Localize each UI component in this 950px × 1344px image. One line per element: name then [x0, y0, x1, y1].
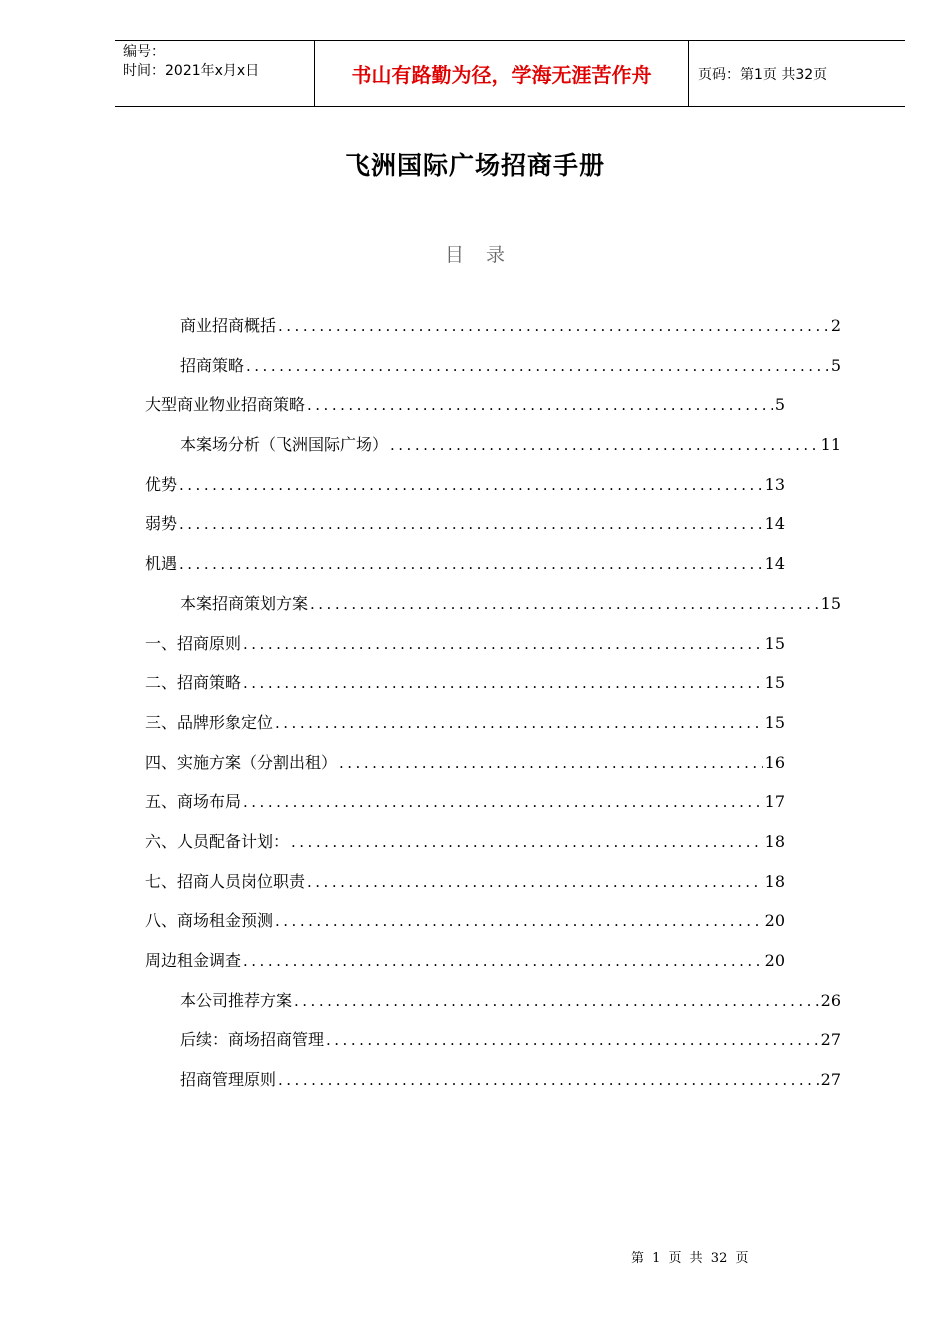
toc-entry[interactable]: [145, 1027, 841, 1067]
toc-entry-label: 机遇: [145, 554, 178, 574]
page-header: [115, 40, 905, 107]
toc-entry[interactable]: [145, 511, 785, 551]
toc-leader-dots: [291, 833, 763, 851]
toc-entry-label: 商业招商概括: [180, 316, 277, 335]
toc-leader-dots: [307, 396, 773, 414]
toc-entry-page: 15: [764, 673, 785, 693]
header-meta: [115, 41, 315, 106]
toc-entry-label: 三、品牌形象定位: [145, 712, 274, 732]
toc-entry[interactable]: [145, 710, 785, 750]
toc-leader-dots: [179, 515, 763, 533]
toc-entry-page: 15: [764, 633, 785, 653]
toc-leader-dots: [243, 793, 763, 811]
toc-entry-label: 五、商场布局: [145, 792, 242, 812]
toc-entry-page: 15: [820, 593, 841, 613]
toc-entry[interactable]: [145, 313, 841, 353]
toc-entry[interactable]: [145, 750, 785, 790]
toc-leader-dots: [243, 635, 763, 653]
toc-leader-dots: [390, 436, 819, 454]
toc-entry-label: 四、实施方案（分割出租）: [145, 752, 338, 772]
toc-leader-dots: [310, 595, 819, 613]
toc-entry-page: 16: [764, 752, 785, 772]
toc-entry-page: 14: [764, 554, 785, 574]
toc-leader-dots: [243, 674, 763, 692]
toc-entry-page: 18: [764, 831, 785, 851]
toc-entry-page: 2: [830, 316, 841, 335]
toc-entry[interactable]: [145, 908, 785, 948]
toc-leader-dots: [278, 317, 829, 335]
toc-entry-label: 本案招商策划方案: [180, 593, 309, 613]
toc-entry-label: 六、人员配备计划：: [145, 831, 290, 851]
toc-entry-label: 七、招商人员岗位职责: [145, 871, 306, 891]
toc-entry-label: 优势: [145, 474, 178, 494]
toc-entry-page: 27: [820, 1070, 841, 1090]
toc-entry-label: 二、招商策略: [145, 673, 242, 693]
document-title: 飞洲国际广场招商手册: [344, 151, 605, 180]
toc-leader-dots: [179, 555, 763, 573]
header-page-info: 页码：第1页 共32页: [698, 66, 828, 83]
toc-entry-page: 11: [820, 435, 841, 455]
toc-entry-page: 20: [764, 911, 785, 931]
toc-entry[interactable]: [145, 869, 785, 909]
toc-entry[interactable]: [145, 829, 785, 869]
toc-entry-label: 后续：商场招商管理: [180, 1030, 325, 1050]
toc-entry-page: 13: [764, 474, 785, 494]
toc-entry-label: 招商管理原则: [180, 1070, 277, 1090]
toc-entry[interactable]: [145, 670, 785, 710]
toc-entry[interactable]: [145, 988, 841, 1028]
toc-entry-page: 27: [820, 1030, 841, 1050]
toc-entry-label: 本公司推荐方案: [180, 990, 293, 1010]
toc-entry-label: 弱势: [145, 514, 178, 534]
toc-entry[interactable]: [145, 472, 785, 512]
toc-entry[interactable]: [145, 353, 841, 393]
toc-leader-dots: [278, 1071, 819, 1089]
toc-entry[interactable]: [145, 392, 785, 432]
toc-leader-dots: [339, 754, 763, 772]
toc-entry-page: 5: [830, 355, 841, 375]
toc-entry-page: 18: [764, 871, 785, 891]
toc-entry[interactable]: [145, 591, 841, 631]
toc-entry[interactable]: [145, 1067, 841, 1107]
toc-entry-page: 20: [764, 951, 785, 970]
toc-entry-page: 5: [774, 395, 785, 415]
toc-entry[interactable]: [145, 631, 785, 671]
toc-entry-page: 26: [820, 990, 841, 1010]
toc-leader-dots: [294, 992, 819, 1010]
toc-entry[interactable]: [145, 948, 785, 988]
toc-entry[interactable]: [145, 789, 785, 829]
toc-entry-label: 本案场分析（飞洲国际广场）: [180, 435, 389, 455]
toc-leader-dots: [275, 714, 763, 732]
toc-leader-dots: [179, 476, 763, 494]
toc-leader-dots: [243, 952, 763, 970]
header-number-label: 编号：: [123, 44, 165, 60]
toc-entry-label: 周边租金调查: [145, 951, 242, 970]
toc-entry-page: 15: [764, 712, 785, 732]
header-slogan: 书山有路勤为径，学海无涯苦作舟: [315, 41, 689, 106]
toc-entry[interactable]: [145, 432, 841, 472]
toc-entry-label: 大型商业物业招商策略: [145, 395, 306, 415]
page-footer: 第 1 页 共 32 页: [631, 1251, 749, 1266]
toc-entry-page: 17: [764, 792, 785, 812]
header-date-label: 时间：2021年x月x日: [123, 63, 260, 79]
toc-entry-page: 14: [764, 514, 785, 534]
toc-entry[interactable]: [145, 551, 785, 591]
toc-leader-dots: [275, 912, 763, 930]
toc-heading: 目录: [444, 244, 527, 266]
toc-leader-dots: [307, 873, 763, 891]
toc-leader-dots: [246, 357, 829, 375]
toc-entry-label: 八、商场租金预测: [145, 911, 274, 931]
toc-leader-dots: [326, 1031, 819, 1049]
toc-entry-label: 招商策略: [180, 355, 245, 375]
table-of-contents: [145, 313, 845, 1107]
toc-entry-label: 一、招商原则: [145, 633, 242, 653]
